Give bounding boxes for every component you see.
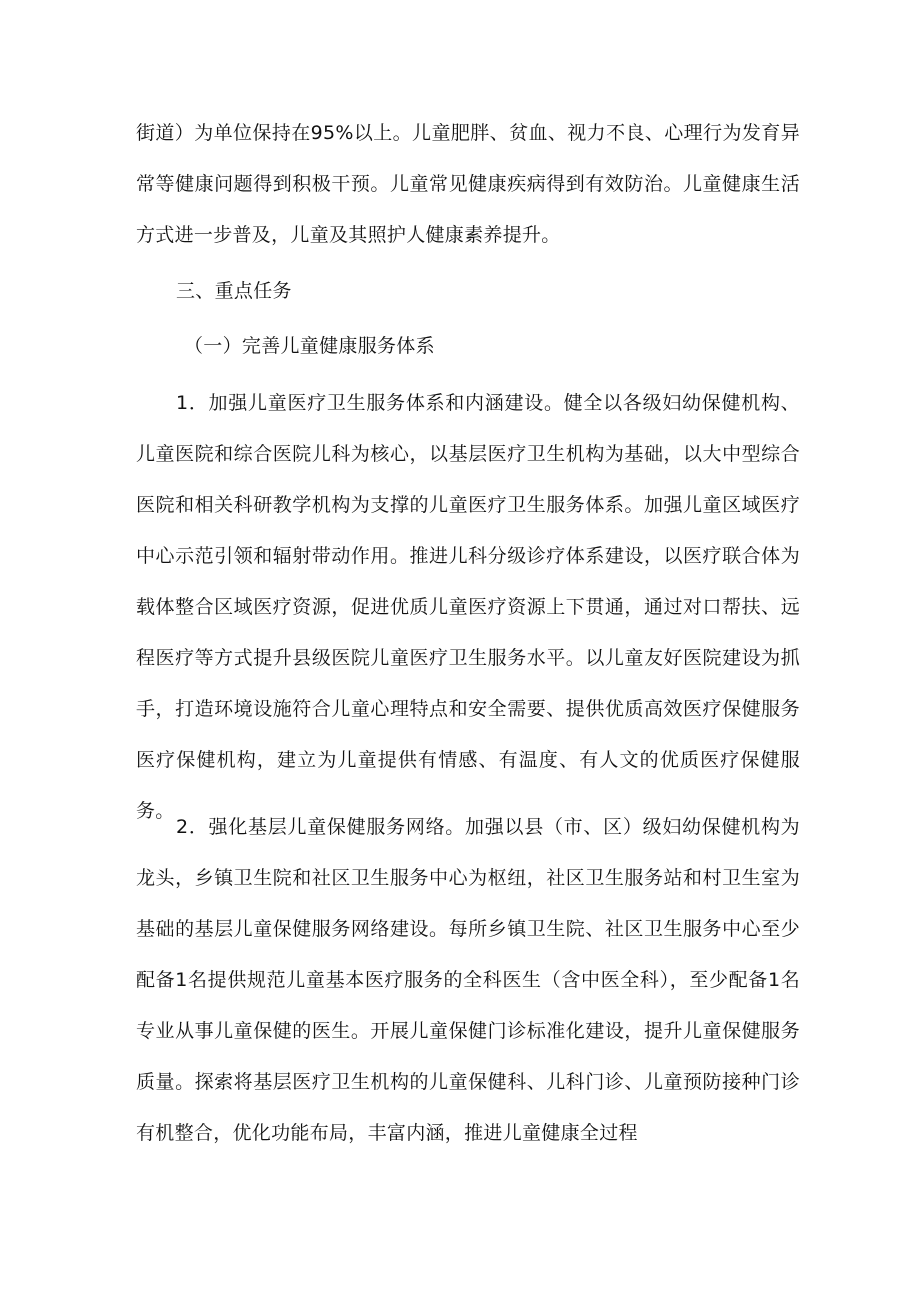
paragraph-intro: 街道）为单位保持在95%以上。儿童肥胖、贫血、视力不良、心理行为发育异常等健康问题得到积极干预。儿童常见健康疾病得到有效防治。儿童健康生活方式进一步普及，儿童及其照护人健康素养提升。 (136, 122, 800, 246)
paragraph-item-1: 1．加强儿童医疗卫生服务体系和内涵建设。健全以各级妇幼保健机构、儿童医院和综合医院儿科为核心，以基层医疗卫生机构为基础，以大中型综合医院和相关科研教学机构为支撑的儿童医疗卫生服务体系。加强儿童区域医疗中心示范引领和辐射带动作用。推进儿科分级诊疗体系建设，以医疗联合体为载体整合区域医疗资源，促进优质儿童医疗资源上下贯通，通过对口帮扶、远程医疗等方式提升县级医院儿童医疗卫生服务水平。以儿童友好医院建设为抓手，打造环境设施符合儿童心理特点和安全需要、提供优质高效医疗保健服务医疗保健机构，建立为儿童提供有情感、有温度、有人文的优质医疗保健服务。 (136, 392, 800, 822)
section-heading: 三、重点任务 (176, 280, 292, 302)
paragraph-item-2: 2．强化基层儿童保健服务网络。加强以县（市、区）级妇幼保健机构为龙头，乡镇卫生院和社区卫生服务中心为枢纽，社区卫生服务站和村卫生室为基础的基层儿童保健服务网络建设。每所乡镇卫生院、社区卫生服务中心至少配备1名提供规范儿童基本医疗服务的全科医生（含中医全科），至少配备1名专业从事儿童保健的医生。开展儿童保健门诊标准化建设，提升儿童保健服务质量。探索将基层医疗卫生机构的儿童保健科、儿科门诊、儿童预防接种门诊有机整合，优化功能布局，丰富内涵，推进儿童健康全过程 (136, 816, 800, 1144)
subsection-heading: （一）完善儿童健康服务体系 (184, 335, 435, 357)
